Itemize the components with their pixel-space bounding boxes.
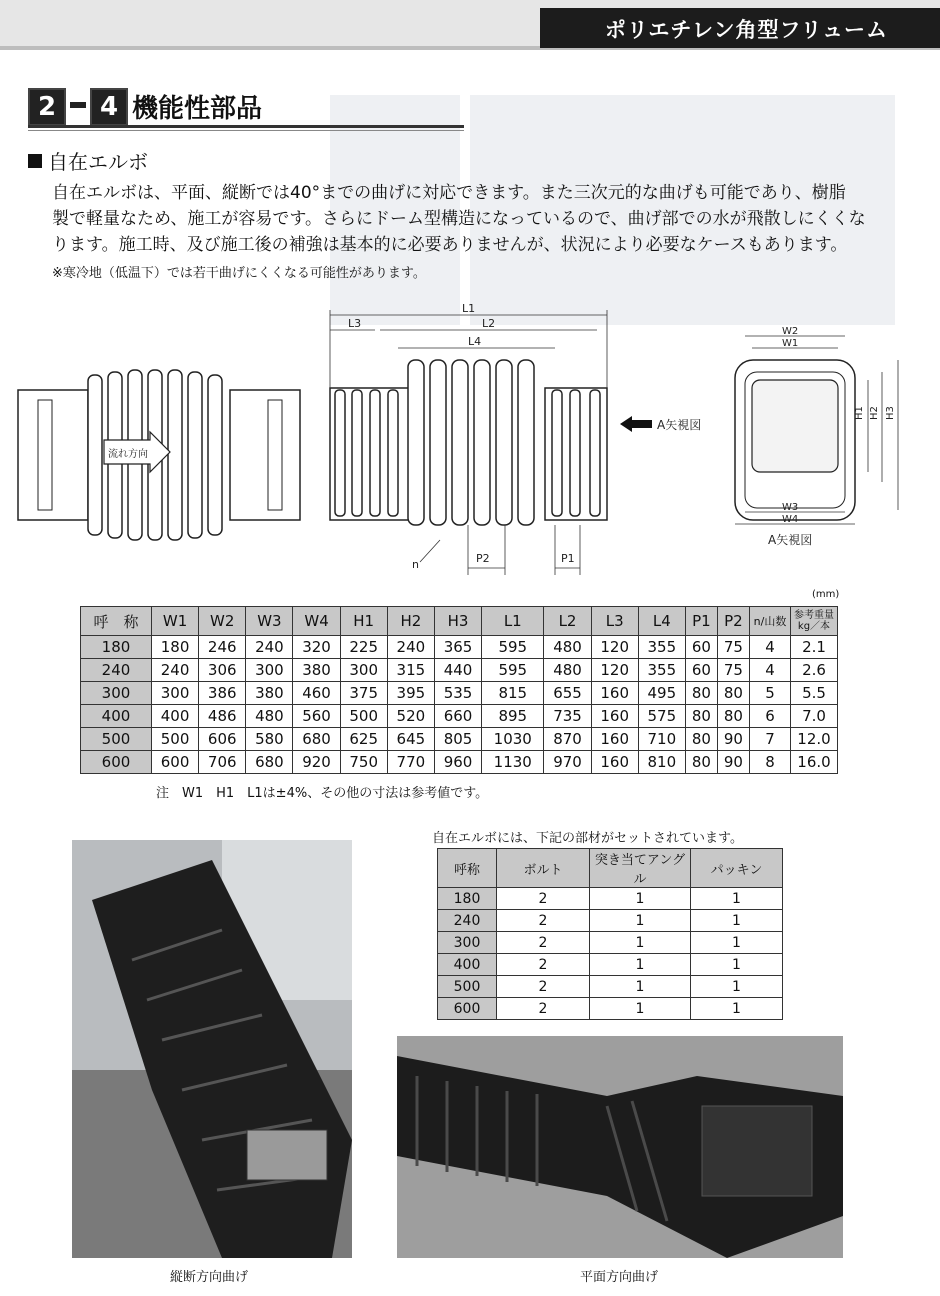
section-title: 機能性部品 <box>132 94 263 124</box>
table-cell: 2.6 <box>791 659 838 682</box>
dim-n-label: n <box>412 558 419 571</box>
table-cell: 655 <box>544 682 591 705</box>
table-row <box>81 728 838 751</box>
table-cell: 2 <box>497 954 590 976</box>
col-header: H3 <box>434 607 481 636</box>
table-row <box>81 682 838 705</box>
table-cell: 770 <box>387 751 434 774</box>
table-cell: 750 <box>340 751 387 774</box>
table-cell: 970 <box>544 751 591 774</box>
section-rule-thin <box>28 130 464 131</box>
table-cell: 1 <box>590 954 691 976</box>
photo-caption-plan: 平面方向曲げ <box>580 1270 659 1285</box>
table-row <box>81 636 838 659</box>
row-header-cell: 500 <box>81 728 152 751</box>
table-cell: 120 <box>591 659 638 682</box>
dim-W1-label: W1 <box>782 338 799 349</box>
dim-L3-label: L3 <box>348 317 362 330</box>
row-header-cell: 180 <box>438 888 497 910</box>
table-cell: 2 <box>497 910 590 932</box>
table-cell: 300 <box>152 682 199 705</box>
table-row <box>438 910 783 932</box>
parts-table <box>437 848 783 1020</box>
table-cell: 80 <box>685 682 717 705</box>
col-header: W1 <box>152 607 199 636</box>
dimension-note: 注 W1 H1 L1は±4%、その他の寸法は参考値です。 <box>156 786 489 801</box>
row-header-cell: 180 <box>81 636 152 659</box>
table-cell: 240 <box>387 636 434 659</box>
table-cell: 580 <box>246 728 293 751</box>
table-cell: 7.0 <box>791 705 838 728</box>
table-cell: 2 <box>497 976 590 998</box>
table-cell: 1 <box>691 954 783 976</box>
table-cell: 2.1 <box>791 636 838 659</box>
square-bullet-icon <box>28 154 42 168</box>
table-cell: 395 <box>387 682 434 705</box>
table-header-row <box>438 849 783 888</box>
section-rule <box>28 125 464 128</box>
table-cell: 75 <box>717 636 749 659</box>
table-cell: 706 <box>199 751 246 774</box>
table-cell: 1 <box>590 998 691 1020</box>
table-cell: 895 <box>482 705 544 728</box>
col-header: 呼称 <box>438 849 497 888</box>
table-cell: 1 <box>590 910 691 932</box>
body-paragraph-line: 製で軽量なため、施工が容易です。さらにドーム型構造になっているので、曲げ部での水が飛散しにくくな <box>52 209 866 229</box>
table-cell: 606 <box>199 728 246 751</box>
cold-region-note: ※寒冷地（低温下）では若干曲げにくくなる可能性があります。 <box>52 266 426 281</box>
table-cell: 1 <box>590 976 691 998</box>
vertical-bend-illustration <box>72 840 352 1258</box>
table-cell: 355 <box>638 636 685 659</box>
col-header: H2 <box>387 607 434 636</box>
parts-caption: 自在エルボには、下記の部材がセットされています。 <box>432 831 743 846</box>
arrow-view-label: A矢視図 <box>657 418 702 432</box>
table-cell: 320 <box>293 636 340 659</box>
dim-H3-label: H3 <box>885 406 896 420</box>
table-cell: 375 <box>340 682 387 705</box>
vertical-bend-photo <box>72 840 352 1258</box>
row-header-cell: 240 <box>81 659 152 682</box>
col-header: L1 <box>482 607 544 636</box>
table-cell: 735 <box>544 705 591 728</box>
table-cell: 2 <box>497 932 590 954</box>
table-row <box>81 705 838 728</box>
row-header-cell: 240 <box>438 910 497 932</box>
table-cell: 600 <box>152 751 199 774</box>
table-cell: 480 <box>246 705 293 728</box>
table-cell: 8 <box>750 751 791 774</box>
table-cell: 160 <box>591 728 638 751</box>
table-cell: 315 <box>387 659 434 682</box>
table-cell: 805 <box>434 728 481 751</box>
table-cell: 815 <box>482 682 544 705</box>
row-header-cell: 400 <box>438 954 497 976</box>
col-header: L3 <box>591 607 638 636</box>
table-cell: 1 <box>691 910 783 932</box>
dim-P2-label: P2 <box>476 552 490 565</box>
col-header-weight <box>791 607 838 636</box>
weight-header-line-2: kg／本 <box>797 621 831 632</box>
table-cell: 365 <box>434 636 481 659</box>
col-header: P2 <box>717 607 749 636</box>
col-header: パッキン <box>691 849 783 888</box>
table-cell: 80 <box>717 705 749 728</box>
table-cell: 380 <box>293 659 340 682</box>
col-header: L4 <box>638 607 685 636</box>
plan-view-drawing <box>18 370 300 540</box>
dimension-table <box>80 606 838 774</box>
table-cell: 1 <box>691 932 783 954</box>
row-header-cell: 300 <box>438 932 497 954</box>
table-cell: 595 <box>482 659 544 682</box>
row-header-cell: 400 <box>81 705 152 728</box>
table-row <box>438 998 783 1020</box>
col-header: P1 <box>685 607 717 636</box>
table-cell: 12.0 <box>791 728 838 751</box>
table-cell: 520 <box>387 705 434 728</box>
col-header: n/山数 <box>750 607 791 636</box>
col-header: ボルト <box>497 849 590 888</box>
table-cell: 6 <box>750 705 791 728</box>
table-cell: 80 <box>685 751 717 774</box>
table-row <box>81 751 838 774</box>
table-cell: 75 <box>717 659 749 682</box>
table-row <box>438 888 783 910</box>
col-header: 呼 称 <box>81 607 152 636</box>
table-cell: 495 <box>638 682 685 705</box>
section-number-dash <box>70 102 86 108</box>
table-cell: 160 <box>591 682 638 705</box>
table-cell: 5 <box>750 682 791 705</box>
table-cell: 90 <box>717 728 749 751</box>
body-paragraph-line: ります。施工時、及び施工後の補強は基本的に必要ありませんが、状況により必要なケースもあります。 <box>52 235 848 255</box>
table-cell: 60 <box>685 636 717 659</box>
table-cell: 240 <box>152 659 199 682</box>
table-cell: 300 <box>246 659 293 682</box>
table-cell: 680 <box>293 728 340 751</box>
plan-bend-photo <box>397 1036 843 1258</box>
table-cell: 5.5 <box>791 682 838 705</box>
cross-section-caption: A矢視図 <box>768 533 813 547</box>
table-cell: 1 <box>691 998 783 1020</box>
table-row <box>438 932 783 954</box>
row-header-cell: 600 <box>438 998 497 1020</box>
dim-H1-label: H1 <box>854 406 865 420</box>
table-cell: 575 <box>638 705 685 728</box>
table-cell: 80 <box>685 705 717 728</box>
table-cell: 960 <box>434 751 481 774</box>
table-row <box>81 659 838 682</box>
table-cell: 500 <box>152 728 199 751</box>
table-cell: 240 <box>246 636 293 659</box>
dim-W2-label: W2 <box>782 326 799 337</box>
header-title: ポリエチレン角型フリューム <box>604 18 888 42</box>
table-cell: 180 <box>152 636 199 659</box>
table-cell: 2 <box>497 998 590 1020</box>
table-cell: 160 <box>591 751 638 774</box>
col-header: W4 <box>293 607 340 636</box>
table-cell: 595 <box>482 636 544 659</box>
table-cell: 4 <box>750 659 791 682</box>
col-header: H1 <box>340 607 387 636</box>
table-cell: 7 <box>750 728 791 751</box>
table-cell: 920 <box>293 751 340 774</box>
table-cell: 810 <box>638 751 685 774</box>
table-cell: 80 <box>685 728 717 751</box>
plan-bend-illustration <box>397 1036 843 1258</box>
table-cell: 870 <box>544 728 591 751</box>
photo-caption-vertical: 縦断方向曲げ <box>170 1270 249 1285</box>
table-cell: 60 <box>685 659 717 682</box>
table-cell: 16.0 <box>791 751 838 774</box>
row-header-cell: 500 <box>438 976 497 998</box>
dim-W4-label: W4 <box>782 514 799 525</box>
table-cell: 2 <box>497 888 590 910</box>
side-view-drawing <box>330 302 701 575</box>
table-cell: 710 <box>638 728 685 751</box>
table-cell: 500 <box>340 705 387 728</box>
table-cell: 306 <box>199 659 246 682</box>
dim-P1-label: P1 <box>561 552 575 565</box>
table-cell: 300 <box>340 659 387 682</box>
table-cell: 160 <box>591 705 638 728</box>
flow-direction-label: 流れ方向 <box>108 449 148 460</box>
col-header: L2 <box>544 607 591 636</box>
table-cell: 400 <box>152 705 199 728</box>
row-header-cell: 600 <box>81 751 152 774</box>
section-number-major: 2 <box>28 88 66 126</box>
dim-W3-label: W3 <box>782 502 799 513</box>
table-cell: 645 <box>387 728 434 751</box>
table-cell: 1 <box>590 888 691 910</box>
table-cell: 625 <box>340 728 387 751</box>
table-cell: 225 <box>340 636 387 659</box>
cross-section-drawing <box>735 326 898 547</box>
table-cell: 246 <box>199 636 246 659</box>
elbow-technical-drawings <box>0 300 940 580</box>
table-cell: 90 <box>717 751 749 774</box>
col-header: 突き当てアングル <box>590 849 691 888</box>
table-cell: 480 <box>544 659 591 682</box>
table-cell: 486 <box>199 705 246 728</box>
col-header: W3 <box>246 607 293 636</box>
table-cell: 80 <box>717 682 749 705</box>
table-cell: 660 <box>434 705 481 728</box>
unit-label: (mm) <box>812 589 840 600</box>
dim-L1-label: L1 <box>462 302 476 315</box>
table-cell: 535 <box>434 682 481 705</box>
table-cell: 1 <box>590 932 691 954</box>
table-cell: 386 <box>199 682 246 705</box>
table-row <box>438 954 783 976</box>
section-number-minor: 4 <box>90 88 128 126</box>
body-paragraph-line: 自在エルボは、平面、縦断では40°までの曲げに対応できます。また三次元的な曲げも可能であり、樹脂 <box>52 183 846 203</box>
subheading: 自在エルボ <box>48 150 148 174</box>
table-cell: 1 <box>691 976 783 998</box>
dim-L4-label: L4 <box>468 335 482 348</box>
table-cell: 680 <box>246 751 293 774</box>
table-cell: 1030 <box>482 728 544 751</box>
col-header: W2 <box>199 607 246 636</box>
table-cell: 355 <box>638 659 685 682</box>
table-cell: 560 <box>293 705 340 728</box>
table-cell: 460 <box>293 682 340 705</box>
table-cell: 1130 <box>482 751 544 774</box>
weight-header-line-1: 参考重量 <box>794 610 834 621</box>
table-header-row <box>81 607 838 636</box>
table-cell: 4 <box>750 636 791 659</box>
table-cell: 120 <box>591 636 638 659</box>
dim-H2-label: H2 <box>869 406 880 420</box>
row-header-cell: 300 <box>81 682 152 705</box>
table-cell: 480 <box>544 636 591 659</box>
table-row <box>438 976 783 998</box>
table-cell: 440 <box>434 659 481 682</box>
table-cell: 380 <box>246 682 293 705</box>
dim-L2-label: L2 <box>482 317 496 330</box>
table-cell: 1 <box>691 888 783 910</box>
